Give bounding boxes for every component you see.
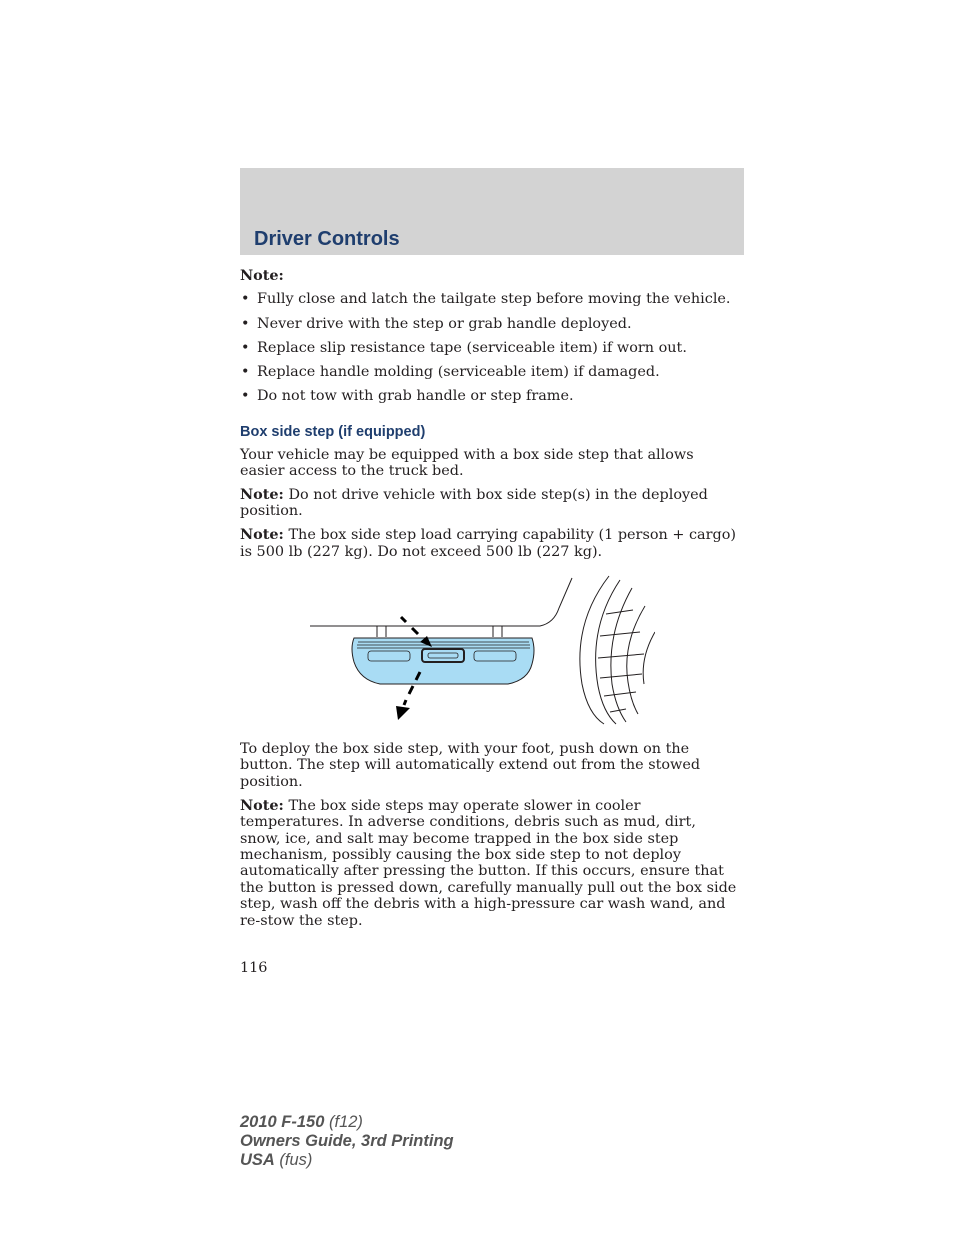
note-label: Note: xyxy=(240,267,284,284)
box-side-step-illustration xyxy=(310,574,655,730)
page-number: 116 xyxy=(240,960,268,976)
bullet-icon: • xyxy=(241,315,250,332)
list-item: • Do not tow with grab handle or step frame. xyxy=(241,388,574,405)
footer-guide-line: Owners Guide, 3rd Printing xyxy=(240,1132,454,1150)
main-content xyxy=(240,268,740,568)
subsection-heading: Box side step (if equipped) xyxy=(240,423,426,440)
deploy-paragraph: To deploy the box side step, with your foot, push down on the button. The step will automatically extend out from the stowed position. xyxy=(240,741,701,790)
footer-market-line: USA (fus) xyxy=(240,1151,313,1169)
intro-paragraph: Your vehicle may be equipped with a box side step that allows easier access to the truck bed. xyxy=(240,446,694,480)
list-item: • Never drive with the step or grab handle deployed. xyxy=(241,315,632,332)
note-bullet-list xyxy=(240,291,740,404)
deploy-instructions xyxy=(240,741,740,936)
bullet-icon: • xyxy=(241,291,250,308)
bullet-icon: • xyxy=(241,388,250,405)
document-footer xyxy=(240,1113,454,1170)
note-paragraph: Note: Do not drive vehicle with box side step(s) in the deployed position. xyxy=(240,485,708,520)
list-item: • Fully close and latch the tailgate step before moving the vehicle. xyxy=(241,291,731,308)
note-paragraph: Note: The box side steps may operate slower in cooler temperatures. In adverse conditions, debris such as mud, dirt, snow, ice, and salt may become trapped in the box side step mechanism, possibly causing the box side step to not deploy automatically after pressing the button. If this occurs, ensure that the button is pressed down, carefully manually pull out the box side step, wash off the debris with a high-pressure car wash wand, and re-stow the step. xyxy=(240,796,737,929)
list-item: • Replace handle molding (serviceable item) if damaged. xyxy=(241,364,660,381)
bullet-icon: • xyxy=(241,364,250,381)
bullet-icon: • xyxy=(241,339,250,356)
section-header-band xyxy=(240,168,744,255)
section-title: Driver Controls xyxy=(254,228,400,250)
list-item: • Replace slip resistance tape (serviceable item) if worn out. xyxy=(241,339,687,356)
footer-model-line: 2010 F-150 (f12) xyxy=(240,1113,363,1131)
note-paragraph: Note: The box side step load carrying capability (1 person + cargo) is 500 lb (227 kg). Do not exceed 500 lb (227 kg). xyxy=(240,526,736,560)
